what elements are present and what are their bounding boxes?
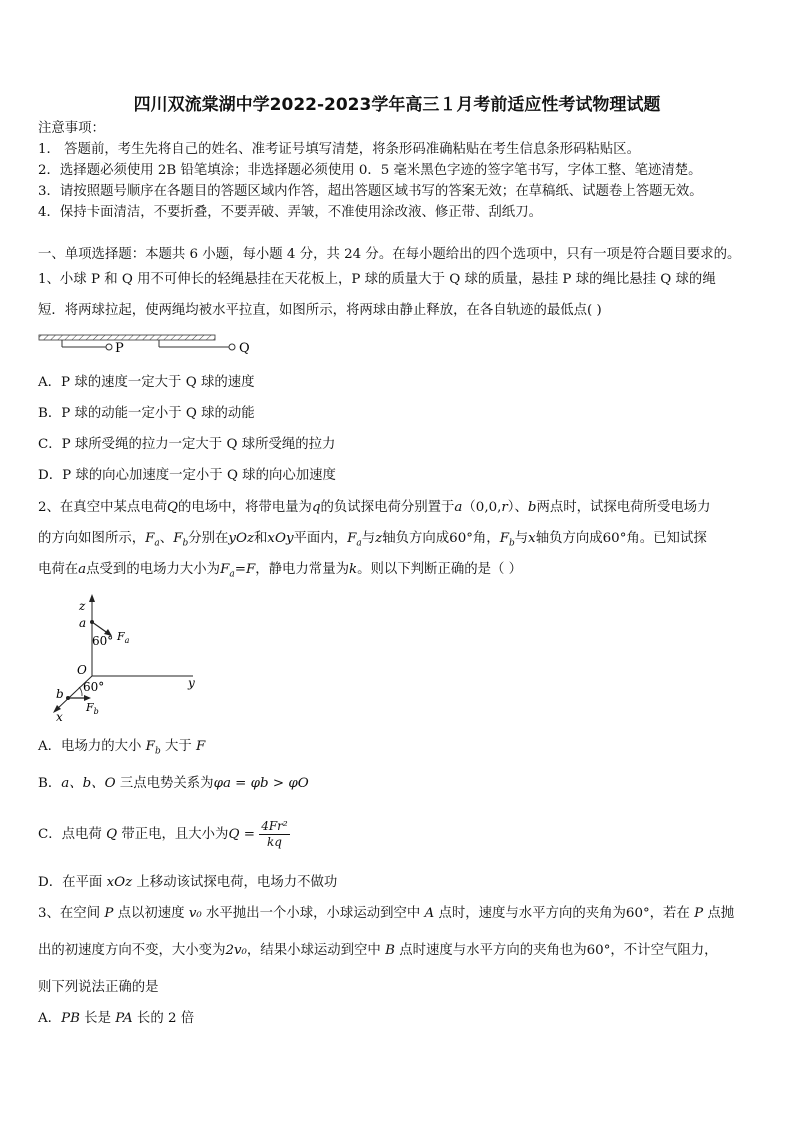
q3-option-a: A．PB 长是 PA 长的 2 倍	[38, 1011, 195, 1026]
notice-item-1: 1． 答题前，考生先将自己的姓名、准考证号填写清楚，将条形码准确粘贴在考生信息条形码粘贴区。	[38, 142, 640, 157]
q1-option-c: C．P 球所受绳的拉力一定大于 Q 球所受绳的拉力	[38, 437, 336, 452]
notice-item-2: 2．选择题必须使用 2B 铅笔填涂；非选择题必须使用 0．5 毫米黑色字迹的签字笔书写，字体工整、笔迹清楚。	[38, 163, 702, 178]
q1-option-d: D．P 球的向心加速度一定小于 Q 球的向心加速度	[38, 468, 336, 483]
page-title: 四川双流棠湖中学2022-2023学年高三１月考前适应性考试物理试题	[133, 95, 661, 115]
a-label: a	[79, 616, 87, 630]
z-axis-arrow	[89, 594, 95, 602]
q2-option-a: A．电场力的大小 $F_b$ 大于 F	[38, 739, 206, 757]
fraction-q: $\frac{\text{4Fr²}}{kq}$	[261, 819, 288, 849]
q3-stem-line2: 出的初速度方向不变，大小变为2v₀，结果小球运动到空中 B 点时速度与水平方向的夹角也为60°，不计空气阻力，	[38, 943, 718, 958]
force-a-label: $F_a$	[117, 630, 130, 645]
q2-figure	[45, 592, 215, 724]
angle-a-label: 60°	[92, 634, 114, 648]
notice-item-3: 3．请按照题号顺序在各题目的答题区域内作答，超出答题区域书写的答案无效；在草稿纸、试题卷上答题无效。	[38, 184, 703, 199]
q3-stem-line3: 则下列说法正确的是	[38, 980, 159, 995]
notice-item-4: 4．保持卡面清洁，不要折叠，不要弄破、弄皱，不准使用涂改液、修正带、刮纸刀。	[38, 205, 542, 220]
origin-label: O	[77, 663, 87, 677]
q2-stem-line2: 的方向如图所示，$F_a$、$F_b$分别在yOz和xOy平面内，$F_a$与z轴负方向成60°角，$F_b$与x轴负方向成60°角。已知试探	[38, 531, 707, 549]
y-label: y	[188, 676, 195, 690]
q2-stem-line3: 电荷在a点受到的电场力大小为$F_a=F$，静电力常量为k。则以下判断正确的是（ ）	[38, 562, 523, 580]
label-p: P	[115, 341, 124, 356]
q2-option-c: C．点电荷 Q 带正电，且大小为Q = $\frac{\text{4Fr²}}{kq}$	[38, 819, 288, 849]
b-label: b	[56, 687, 64, 701]
q1-stem-line1: 1、小球 P 和 Q 用不可伸长的轻绳悬挂在天花板上，P 球的质量大于 Q 球的质量，悬挂 P 球的绳比悬挂 Q 球的绳	[38, 272, 716, 287]
q2-stem-line1: 2、在真空中某点电荷Q的电场中，将带电量为q的负试探电荷分别置于a（0,0,r）、b两点时，试探电荷所受电场力	[38, 500, 711, 515]
notice-heading: 注意事项：	[38, 121, 105, 136]
q1-figure	[36, 333, 266, 359]
label-q: Q	[239, 341, 250, 356]
q1-option-a: A．P 球的速度一定大于 Q 球的速度	[38, 375, 255, 390]
z-label: z	[79, 599, 86, 613]
q1-option-b: B．P 球的动能一定小于 Q 球的动能	[38, 406, 255, 421]
force-b-label: $F_b$	[86, 701, 99, 716]
q1-stem-line2: 短．将两球拉起，使两绳均被水平拉直，如图所示，将两球由静止释放，在各自轨迹的最低点( )	[38, 303, 602, 318]
q2-option-b: B．a、b、O 三点电势关系为φa = φb > φO	[38, 776, 309, 791]
ball-q	[229, 344, 235, 350]
q3-stem-line1: 3、在空间 P 点以初速度 v₀ 水平抛出一个小球，小球运动到空中 A 点时，速度与水平方向的夹角为60°，若在 P 点抛	[38, 906, 735, 921]
ball-p	[106, 344, 112, 350]
ceiling	[39, 335, 215, 340]
section-heading: 一、单项选择题：本题共 6 小题，每小题 4 分，共 24 分。在每小题给出的四个选项中，只有一项是符合题目要求的。	[38, 247, 741, 262]
angle-b-label: 60°	[83, 680, 105, 694]
x-label: x	[56, 710, 63, 724]
q2-option-d: D．在平面 xOz 上移动该试探电荷，电场力不做功	[38, 875, 338, 890]
